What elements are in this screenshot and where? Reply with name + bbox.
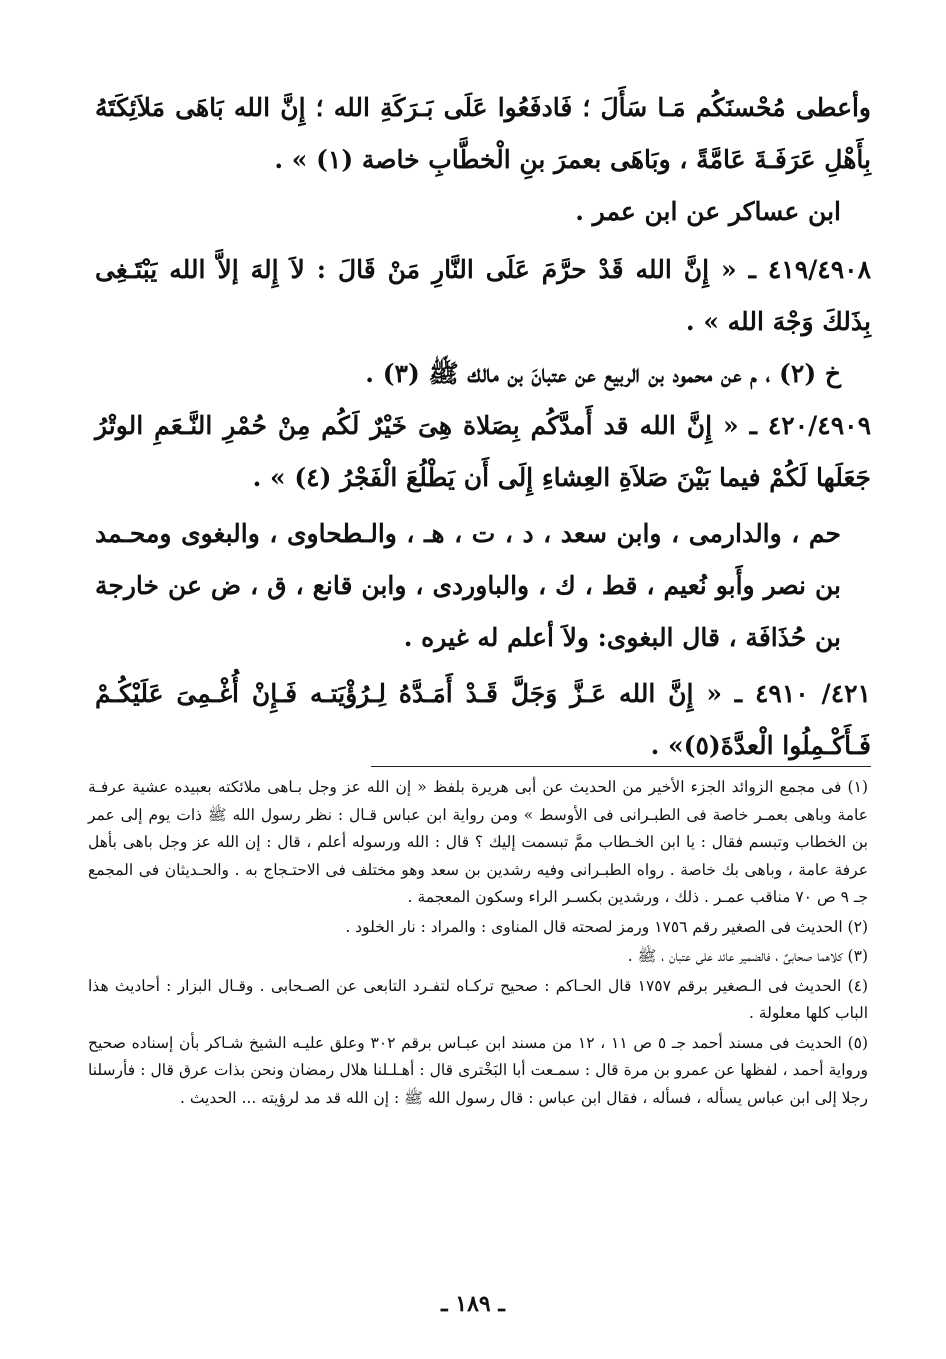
source-line: خ (٢) ، م عن محمود بن الربيع عن عتبانَ بن مالك ﷺ (٣) . [365, 359, 841, 388]
footnote-2: (٢) الحديث فى الصغير رقم ١٧٥٦ ورمز لصحته قال المناوى : والمراد : نار الخلود . [345, 917, 868, 936]
hadith-4908: ٤١٩/٤٩٠٨ ـ « إِنَّ الله قَدْ حرَّمَ عَلَى النَّارِ مَنْ قَالَ : لاَ إِلهَ إلاَّ الله يَبْتَـغِى بِذَلكَ وَجْهَ الله » . [95, 255, 871, 336]
hadith-4909: ٤٢٠/٤٩٠٩ ـ « إِنَّ الله قد أَمدَّكُم بِصَلاة هِىَ خَيْرٌ لَكُم مِنْ حُمْرِ النَّـعَمِ الوتْرُ جَعَلَها لَكُمْ فيما بَيْنَ صَلاَةِ العِشاءِ إِلَى أَن يَطْلُعَ الْفَجْرُ (٤) » . [95, 411, 871, 492]
footnote-divider [371, 766, 871, 767]
main-text [95, 82, 871, 772]
footnotes [88, 774, 868, 1114]
footnote-5: (٥) الحديث فى مسند أحمد جـ ٥ ص ١١ ، ١٢ من مسند ابن عبـاس برقم ٣٠٢ وعلق عليـه الشيخ شـاكر بأن إسناده صحيح ورواية أحمد ، لفظها عن عمرو بن مرة قال : سمـعت أبا البَخْترى قال : أهـلـلنا هلال رمضان ونحن بذات عرق قال : فأرسلنا رجلا إلى ابن عباس يسأله ، فسأله ، فقال ابن عباس : قال رسول الله ﷺ : إن الله قد مد لرؤيته ... الحديث . [88, 1033, 869, 1107]
source-line: ابن عساكر عن ابن عمر . [575, 197, 841, 226]
source-line: حم ، والدارمى ، وابن سعد ، د ، ت ، هـ ، والـطحاوى ، والبغوى ومحـمد بن نصر وأَبو نُعيم ، قط ، ك ، والباوردى ، وابن قانع ، ق ، ض عن خارجة بن حُذَافَة ، قال البغوى: ولاَ أعلم له غيره . [95, 519, 841, 652]
hadith-continuation: وأعطى مُحْسنَكُم مَـا سَأَلَ ؛ فَادفَعُوا عَلَى بَـرَكَةِ الله ؛ إِنَّ الله بَاهَى مَلاَئِكَتَهُ بِأَهْلِ عَرَفَـةَ عَامَّةً ، وبَاهَى بعمرَ بنِ الْخطَّابِ خاصة (١) » . [95, 93, 871, 174]
footnote-4: (٤) الحديث فى الـصغير برقم ١٧٥٧ قال الحـاكم : صحيح تركـاه لتفـرد التابعى عن الصـحابى . وقـال البزار : أحاديث هذا الباب كلها معلولة . [88, 976, 869, 1022]
page-number: ـ ١٨٩ ـ [441, 1291, 505, 1317]
footnote-3: (٣) كلاهما صحابىٌ ، فالضمير عائد على عتبان ، ﷺ . [627, 947, 868, 965]
footnote-1: (١) فى مجمع الزوائد الجزء الأخير من الحديث عن أبى هريرة بلفظ « إن الله عز وجل بـاهى ملائكته بعبيده عشية عرفـة عامة وباهى بعمـر خاصة فى الطبـرانى فى الأوسط » ومن رواية ابن عباس قـال : نظر رسول الله ﷺ ذات يوم إلى عمر بن الخطاب وتبسم فقال : يا ابن الخـطاب ممَّ تبسمت إليك ؟ قال : الله ورسوله أعلم ، قال : إن الله عز وجل باهى بأهل عرفة عامة ، وباهى بك خاصة . رواه الطبـرانى وفيه رشدين بن سعد وهو مختلف فى الاحتـجاج به . والحـديثان فى المجمع جـ ٩ ص ٧٠ مناقب عمـر . ذلك ، ورشدين بكسـر الراء وسكون المعجمة . [88, 778, 868, 906]
hadith-4910: ٤٢١/ ٤٩١٠ ـ « إِنَّ الله عَـزَّ وَجَلَّ قَـدْ أَمَـدَّهُ لِـرُؤْيَتـه فَـإِنْ أُغْـمِىَ عَلَيْكُـمْ فَـأَكْـمِلُوا الْعدَّةَ(٥)» . [95, 679, 871, 760]
